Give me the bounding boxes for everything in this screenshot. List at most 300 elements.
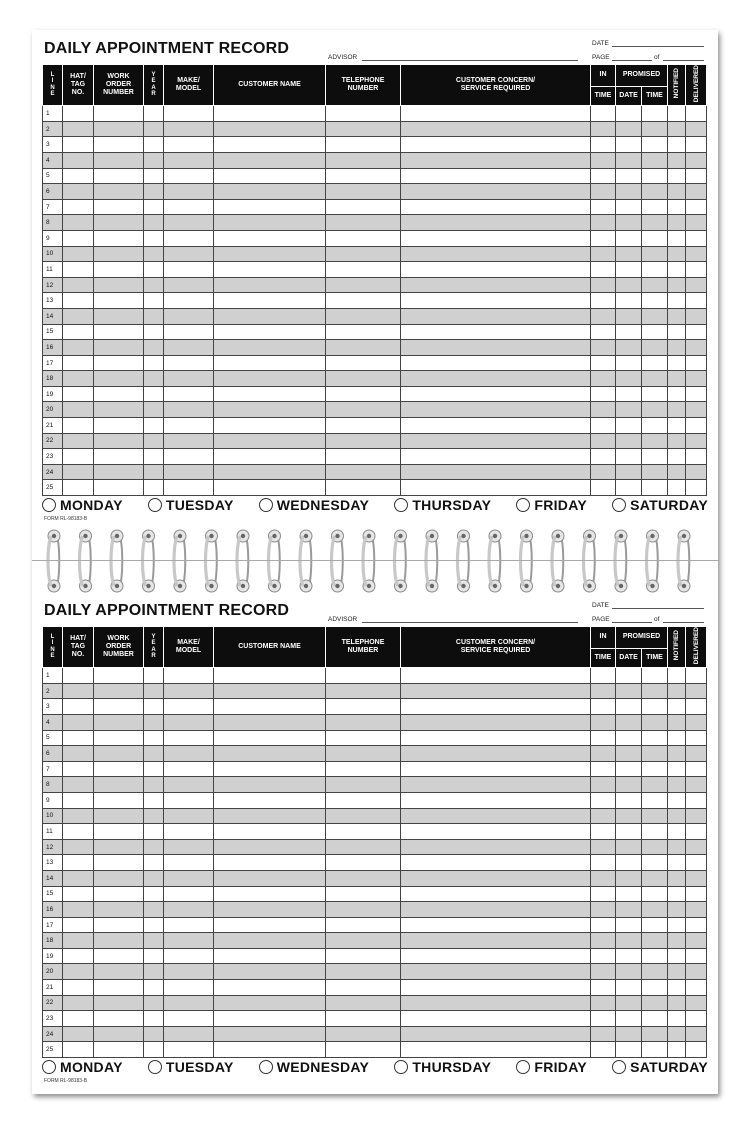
table-cell[interactable] — [144, 964, 164, 980]
table-cell[interactable] — [164, 1026, 214, 1042]
table-cell[interactable] — [686, 152, 707, 168]
table-cell[interactable] — [401, 449, 591, 465]
table-cell[interactable] — [164, 855, 214, 871]
table-cell[interactable] — [591, 839, 616, 855]
table-cell[interactable] — [326, 121, 401, 137]
table-cell[interactable] — [326, 699, 401, 715]
table-cell[interactable] — [401, 464, 591, 480]
table-cell[interactable] — [668, 137, 686, 153]
table-cell[interactable] — [214, 855, 326, 871]
table-cell[interactable] — [214, 980, 326, 996]
table-cell[interactable] — [94, 262, 144, 278]
table-cell[interactable] — [94, 277, 144, 293]
table-cell[interactable] — [164, 215, 214, 231]
table-cell[interactable] — [63, 917, 94, 933]
table-cell[interactable] — [401, 293, 591, 309]
table-cell[interactable] — [591, 449, 616, 465]
table-cell[interactable] — [63, 777, 94, 793]
table-cell[interactable] — [94, 902, 144, 918]
table-cell[interactable] — [642, 371, 668, 387]
table-cell[interactable] — [326, 433, 401, 449]
table-cell[interactable] — [63, 215, 94, 231]
table-cell[interactable] — [686, 418, 707, 434]
table-cell[interactable] — [642, 168, 668, 184]
table-cell[interactable] — [668, 215, 686, 231]
table-cell[interactable] — [686, 995, 707, 1011]
table-cell[interactable] — [401, 308, 591, 324]
radio-circle-icon[interactable] — [612, 1060, 626, 1074]
table-cell[interactable] — [144, 184, 164, 200]
table-cell[interactable] — [94, 168, 144, 184]
table-cell[interactable] — [401, 746, 591, 762]
table-cell[interactable] — [164, 777, 214, 793]
table-cell[interactable] — [214, 137, 326, 153]
table-cell[interactable] — [144, 761, 164, 777]
table-cell[interactable] — [591, 777, 616, 793]
table-cell[interactable] — [94, 1011, 144, 1027]
radio-circle-icon[interactable] — [394, 498, 408, 512]
table-cell[interactable] — [401, 1042, 591, 1058]
table-cell[interactable] — [63, 418, 94, 434]
table-cell[interactable] — [616, 246, 642, 262]
table-cell[interactable] — [214, 418, 326, 434]
table-cell[interactable] — [686, 870, 707, 886]
table-cell[interactable] — [591, 355, 616, 371]
table-cell[interactable] — [326, 293, 401, 309]
table-cell[interactable] — [642, 777, 668, 793]
table-cell[interactable] — [144, 386, 164, 402]
table-cell[interactable] — [144, 308, 164, 324]
table-cell[interactable] — [668, 324, 686, 340]
table-cell[interactable] — [214, 1011, 326, 1027]
table-cell[interactable] — [144, 730, 164, 746]
table-cell[interactable] — [642, 418, 668, 434]
table-cell[interactable] — [401, 980, 591, 996]
table-cell[interactable] — [616, 199, 642, 215]
table-cell[interactable] — [401, 184, 591, 200]
table-cell[interactable] — [686, 668, 707, 684]
radio-circle-icon[interactable] — [516, 1060, 530, 1074]
table-cell[interactable] — [401, 340, 591, 356]
table-cell[interactable] — [144, 402, 164, 418]
page-field[interactable] — [612, 60, 652, 61]
table-cell[interactable] — [616, 137, 642, 153]
day-option-monday[interactable] — [42, 1059, 123, 1075]
table-cell[interactable] — [686, 277, 707, 293]
table-cell[interactable] — [63, 480, 94, 496]
table-cell[interactable] — [642, 855, 668, 871]
table-cell[interactable] — [214, 699, 326, 715]
table-cell[interactable] — [642, 792, 668, 808]
table-cell[interactable] — [616, 277, 642, 293]
table-cell[interactable] — [591, 964, 616, 980]
table-cell[interactable] — [144, 824, 164, 840]
day-option-thursday[interactable] — [394, 1059, 491, 1075]
table-cell[interactable] — [94, 699, 144, 715]
table-cell[interactable] — [591, 106, 616, 122]
table-cell[interactable] — [591, 699, 616, 715]
table-cell[interactable] — [401, 106, 591, 122]
table-cell[interactable] — [63, 886, 94, 902]
table-cell[interactable] — [642, 948, 668, 964]
table-cell[interactable] — [144, 917, 164, 933]
table-cell[interactable] — [616, 746, 642, 762]
table-cell[interactable] — [686, 855, 707, 871]
table-cell[interactable] — [94, 995, 144, 1011]
table-cell[interactable] — [326, 1026, 401, 1042]
table-cell[interactable] — [686, 355, 707, 371]
table-cell[interactable] — [401, 870, 591, 886]
table-cell[interactable] — [214, 246, 326, 262]
table-cell[interactable] — [63, 699, 94, 715]
table-cell[interactable] — [144, 699, 164, 715]
table-cell[interactable] — [591, 433, 616, 449]
table-cell[interactable] — [668, 464, 686, 480]
table-cell[interactable] — [214, 106, 326, 122]
table-cell[interactable] — [668, 839, 686, 855]
table-cell[interactable] — [164, 324, 214, 340]
table-cell[interactable] — [94, 324, 144, 340]
table-cell[interactable] — [401, 1011, 591, 1027]
table-cell[interactable] — [591, 730, 616, 746]
table-cell[interactable] — [616, 152, 642, 168]
table-cell[interactable] — [214, 293, 326, 309]
table-cell[interactable] — [164, 1042, 214, 1058]
table-cell[interactable] — [94, 121, 144, 137]
table-cell[interactable] — [686, 464, 707, 480]
table-cell[interactable] — [616, 355, 642, 371]
table-cell[interactable] — [642, 714, 668, 730]
table-cell[interactable] — [214, 933, 326, 949]
table-cell[interactable] — [144, 371, 164, 387]
table-cell[interactable] — [642, 1011, 668, 1027]
table-cell[interactable] — [326, 464, 401, 480]
table-cell[interactable] — [326, 824, 401, 840]
table-cell[interactable] — [94, 668, 144, 684]
table-cell[interactable] — [164, 277, 214, 293]
table-cell[interactable] — [63, 839, 94, 855]
table-cell[interactable] — [668, 418, 686, 434]
table-cell[interactable] — [401, 262, 591, 278]
table-cell[interactable] — [591, 464, 616, 480]
table-cell[interactable] — [616, 480, 642, 496]
table-cell[interactable] — [326, 855, 401, 871]
table-cell[interactable] — [686, 746, 707, 762]
table-cell[interactable] — [616, 168, 642, 184]
table-cell[interactable] — [144, 855, 164, 871]
table-cell[interactable] — [668, 355, 686, 371]
table-cell[interactable] — [668, 308, 686, 324]
table-cell[interactable] — [642, 870, 668, 886]
table-cell[interactable] — [326, 777, 401, 793]
table-cell[interactable] — [144, 464, 164, 480]
table-cell[interactable] — [63, 402, 94, 418]
table-cell[interactable] — [326, 761, 401, 777]
table-cell[interactable] — [164, 917, 214, 933]
table-cell[interactable] — [616, 980, 642, 996]
day-option-tuesday[interactable] — [148, 497, 234, 513]
table-cell[interactable] — [668, 902, 686, 918]
table-cell[interactable] — [144, 340, 164, 356]
table-cell[interactable] — [326, 230, 401, 246]
table-cell[interactable] — [214, 1042, 326, 1058]
table-cell[interactable] — [326, 199, 401, 215]
table-cell[interactable] — [164, 168, 214, 184]
table-cell[interactable] — [616, 340, 642, 356]
table-cell[interactable] — [686, 699, 707, 715]
table-cell[interactable] — [668, 683, 686, 699]
table-cell[interactable] — [164, 433, 214, 449]
table-cell[interactable] — [401, 668, 591, 684]
table-cell[interactable] — [63, 121, 94, 137]
table-cell[interactable] — [591, 386, 616, 402]
table-cell[interactable] — [164, 730, 214, 746]
table-cell[interactable] — [642, 402, 668, 418]
table-cell[interactable] — [401, 199, 591, 215]
table-cell[interactable] — [164, 792, 214, 808]
table-cell[interactable] — [642, 917, 668, 933]
table-cell[interactable] — [642, 277, 668, 293]
table-cell[interactable] — [63, 449, 94, 465]
day-option-tuesday[interactable] — [148, 1059, 234, 1075]
table-cell[interactable] — [94, 808, 144, 824]
table-cell[interactable] — [686, 808, 707, 824]
table-cell[interactable] — [616, 464, 642, 480]
table-cell[interactable] — [214, 340, 326, 356]
table-cell[interactable] — [214, 948, 326, 964]
table-cell[interactable] — [401, 714, 591, 730]
table-cell[interactable] — [591, 121, 616, 137]
table-cell[interactable] — [616, 308, 642, 324]
table-cell[interactable] — [144, 262, 164, 278]
radio-circle-icon[interactable] — [394, 1060, 408, 1074]
table-cell[interactable] — [63, 433, 94, 449]
table-cell[interactable] — [94, 1026, 144, 1042]
table-cell[interactable] — [144, 215, 164, 231]
table-cell[interactable] — [63, 386, 94, 402]
table-cell[interactable] — [164, 964, 214, 980]
table-cell[interactable] — [642, 839, 668, 855]
table-cell[interactable] — [144, 277, 164, 293]
table-cell[interactable] — [63, 714, 94, 730]
table-cell[interactable] — [326, 371, 401, 387]
table-cell[interactable] — [164, 1011, 214, 1027]
table-cell[interactable] — [642, 683, 668, 699]
table-cell[interactable] — [401, 355, 591, 371]
table-cell[interactable] — [642, 980, 668, 996]
table-cell[interactable] — [144, 230, 164, 246]
day-option-saturday[interactable] — [612, 1059, 708, 1075]
table-cell[interactable] — [214, 355, 326, 371]
table-cell[interactable] — [214, 839, 326, 855]
table-cell[interactable] — [642, 355, 668, 371]
table-cell[interactable] — [401, 386, 591, 402]
table-cell[interactable] — [94, 355, 144, 371]
table-cell[interactable] — [214, 808, 326, 824]
table-cell[interactable] — [164, 714, 214, 730]
table-cell[interactable] — [214, 792, 326, 808]
table-cell[interactable] — [326, 184, 401, 200]
table-cell[interactable] — [401, 418, 591, 434]
table-cell[interactable] — [591, 277, 616, 293]
table-cell[interactable] — [94, 980, 144, 996]
table-cell[interactable] — [591, 184, 616, 200]
table-cell[interactable] — [326, 215, 401, 231]
table-cell[interactable] — [326, 948, 401, 964]
table-cell[interactable] — [616, 964, 642, 980]
table-cell[interactable] — [686, 433, 707, 449]
table-cell[interactable] — [94, 230, 144, 246]
table-cell[interactable] — [94, 746, 144, 762]
table-cell[interactable] — [591, 324, 616, 340]
table-cell[interactable] — [164, 761, 214, 777]
table-cell[interactable] — [326, 870, 401, 886]
table-cell[interactable] — [686, 371, 707, 387]
day-option-wednesday[interactable] — [259, 1059, 369, 1075]
table-cell[interactable] — [164, 995, 214, 1011]
table-cell[interactable] — [616, 824, 642, 840]
table-cell[interactable] — [668, 730, 686, 746]
table-cell[interactable] — [63, 1042, 94, 1058]
table-cell[interactable] — [326, 839, 401, 855]
table-cell[interactable] — [94, 246, 144, 262]
table-cell[interactable] — [94, 870, 144, 886]
table-cell[interactable] — [326, 964, 401, 980]
table-cell[interactable] — [214, 308, 326, 324]
table-cell[interactable] — [164, 355, 214, 371]
table-cell[interactable] — [616, 215, 642, 231]
table-cell[interactable] — [326, 246, 401, 262]
table-cell[interactable] — [401, 777, 591, 793]
table-cell[interactable] — [94, 948, 144, 964]
table-cell[interactable] — [63, 230, 94, 246]
table-cell[interactable] — [686, 902, 707, 918]
table-cell[interactable] — [642, 886, 668, 902]
table-cell[interactable] — [214, 371, 326, 387]
table-cell[interactable] — [214, 746, 326, 762]
table-cell[interactable] — [144, 933, 164, 949]
table-cell[interactable] — [401, 277, 591, 293]
table-cell[interactable] — [642, 308, 668, 324]
table-cell[interactable] — [591, 137, 616, 153]
table-cell[interactable] — [686, 246, 707, 262]
table-cell[interactable] — [591, 199, 616, 215]
table-cell[interactable] — [642, 1026, 668, 1042]
table-cell[interactable] — [144, 902, 164, 918]
table-cell[interactable] — [94, 480, 144, 496]
table-cell[interactable] — [591, 761, 616, 777]
table-cell[interactable] — [591, 152, 616, 168]
table-cell[interactable] — [642, 464, 668, 480]
table-cell[interactable] — [668, 277, 686, 293]
table-cell[interactable] — [326, 902, 401, 918]
table-cell[interactable] — [616, 262, 642, 278]
day-option-thursday[interactable] — [394, 497, 491, 513]
table-cell[interactable] — [668, 668, 686, 684]
table-cell[interactable] — [616, 839, 642, 855]
table-cell[interactable] — [94, 308, 144, 324]
table-cell[interactable] — [144, 839, 164, 855]
table-cell[interactable] — [668, 230, 686, 246]
table-cell[interactable] — [686, 761, 707, 777]
table-cell[interactable] — [642, 293, 668, 309]
advisor-field[interactable] — [362, 622, 578, 623]
table-cell[interactable] — [94, 777, 144, 793]
table-cell[interactable] — [214, 480, 326, 496]
table-cell[interactable] — [94, 792, 144, 808]
table-cell[interactable] — [94, 855, 144, 871]
radio-circle-icon[interactable] — [259, 498, 273, 512]
table-cell[interactable] — [642, 480, 668, 496]
table-cell[interactable] — [401, 839, 591, 855]
page-total-field[interactable] — [663, 60, 704, 61]
table-cell[interactable] — [164, 449, 214, 465]
table-cell[interactable] — [686, 1026, 707, 1042]
table-cell[interactable] — [686, 184, 707, 200]
table-cell[interactable] — [668, 433, 686, 449]
table-cell[interactable] — [401, 699, 591, 715]
table-cell[interactable] — [642, 106, 668, 122]
table-cell[interactable] — [94, 761, 144, 777]
table-cell[interactable] — [686, 683, 707, 699]
table-cell[interactable] — [591, 246, 616, 262]
table-cell[interactable] — [686, 917, 707, 933]
table-cell[interactable] — [616, 668, 642, 684]
table-cell[interactable] — [144, 137, 164, 153]
table-cell[interactable] — [326, 980, 401, 996]
table-cell[interactable] — [144, 1042, 164, 1058]
table-cell[interactable] — [164, 699, 214, 715]
table-cell[interactable] — [401, 995, 591, 1011]
table-cell[interactable] — [214, 277, 326, 293]
table-cell[interactable] — [401, 1026, 591, 1042]
table-cell[interactable] — [642, 246, 668, 262]
table-cell[interactable] — [144, 121, 164, 137]
table-cell[interactable] — [214, 199, 326, 215]
table-cell[interactable] — [164, 980, 214, 996]
table-cell[interactable] — [591, 917, 616, 933]
table-cell[interactable] — [144, 433, 164, 449]
table-cell[interactable] — [326, 168, 401, 184]
table-cell[interactable] — [668, 808, 686, 824]
table-cell[interactable] — [668, 964, 686, 980]
table-cell[interactable] — [94, 1042, 144, 1058]
table-cell[interactable] — [144, 808, 164, 824]
table-cell[interactable] — [668, 371, 686, 387]
day-option-saturday[interactable] — [612, 497, 708, 513]
table-cell[interactable] — [326, 137, 401, 153]
table-cell[interactable] — [616, 433, 642, 449]
table-cell[interactable] — [94, 433, 144, 449]
table-cell[interactable] — [616, 184, 642, 200]
table-cell[interactable] — [686, 402, 707, 418]
table-cell[interactable] — [616, 324, 642, 340]
table-cell[interactable] — [686, 308, 707, 324]
table-cell[interactable] — [164, 199, 214, 215]
day-option-friday[interactable] — [516, 1059, 587, 1075]
table-cell[interactable] — [164, 121, 214, 137]
table-cell[interactable] — [686, 964, 707, 980]
table-cell[interactable] — [63, 464, 94, 480]
table-cell[interactable] — [401, 948, 591, 964]
table-cell[interactable] — [642, 761, 668, 777]
table-cell[interactable] — [591, 824, 616, 840]
radio-circle-icon[interactable] — [612, 498, 626, 512]
table-cell[interactable] — [144, 106, 164, 122]
table-cell[interactable] — [214, 730, 326, 746]
table-cell[interactable] — [401, 917, 591, 933]
table-cell[interactable] — [164, 340, 214, 356]
